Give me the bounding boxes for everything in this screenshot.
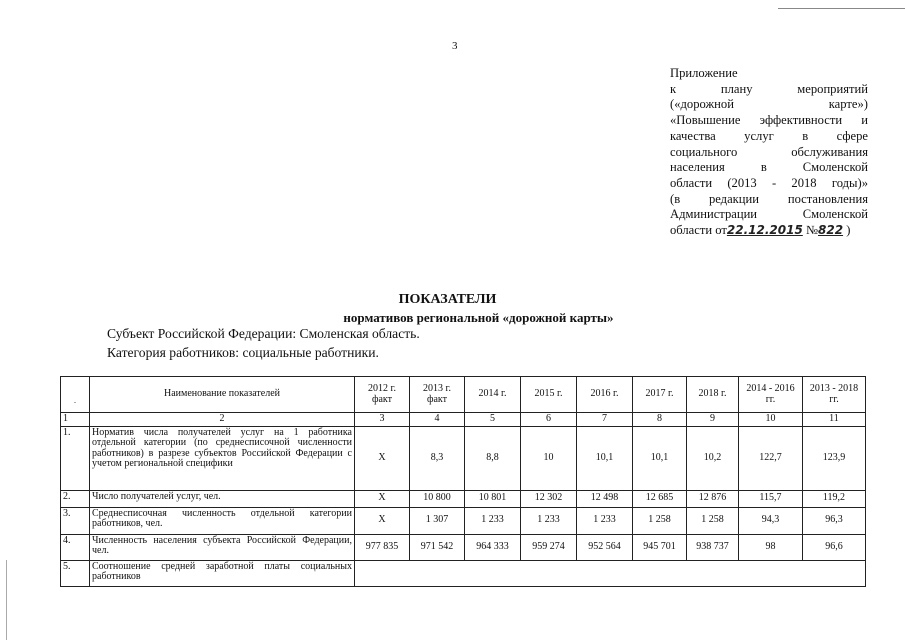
value-cell: 1 233 — [465, 507, 521, 534]
document-subtitle: нормативов региональной «дорожной карты» — [343, 310, 614, 325]
value-cell: 971 542 — [410, 534, 465, 560]
indicator-name: Среднесписочная численность отдельной категории работников, чел. — [90, 507, 355, 534]
category-line: Категория работников: социальные работники. — [107, 345, 379, 360]
row-number: 3. — [61, 507, 90, 534]
subject-line: Субъект Российской Федерации: Смоленская область. — [107, 326, 420, 341]
table-header-row — [61, 377, 866, 413]
column-number-cell: 4 — [410, 413, 465, 427]
indicators-table — [60, 376, 866, 587]
header-cell: 2018 г. — [687, 377, 739, 413]
column-number-cell: 11 — [803, 413, 866, 427]
value-cell: 8,3 — [410, 426, 465, 490]
value-cell: 12 876 — [687, 490, 739, 507]
header-cell: 2013 г. факт — [410, 377, 465, 413]
table-row — [61, 534, 866, 560]
value-cell: 938 737 — [687, 534, 739, 560]
value-cell: 1 258 — [687, 507, 739, 534]
value-cell: 122,7 — [739, 426, 803, 490]
value-cell: 8,8 — [465, 426, 521, 490]
appendix-line: Приложение — [670, 66, 738, 80]
value-cell: 12 685 — [633, 490, 687, 507]
row-number: 1. — [61, 426, 90, 490]
indicator-name: Число получателей услуг, чел. — [90, 490, 355, 507]
document-title: ПОКАЗАТЕЛИ — [398, 292, 497, 307]
appendix-block — [670, 66, 868, 239]
merged-empty-cell — [355, 560, 866, 586]
value-cell: Х — [355, 507, 410, 534]
header-cell: 2014 г. — [465, 377, 521, 413]
column-number-cell: 10 — [739, 413, 803, 427]
value-cell: 1 307 — [410, 507, 465, 534]
header-cell: 2013 - 2018 гг. — [803, 377, 866, 413]
header-cell — [61, 377, 90, 413]
value-cell: 10 801 — [465, 490, 521, 507]
value-cell: 945 701 — [633, 534, 687, 560]
value-cell: 115,7 — [739, 490, 803, 507]
column-number-cell: 2 — [90, 413, 355, 427]
appendix-line: населения в Смоленской — [670, 160, 868, 175]
appendix-date-prefix: области от — [670, 223, 727, 238]
row-number: 5. — [61, 560, 90, 586]
column-number-cell: 9 — [687, 413, 739, 427]
table-row — [61, 560, 866, 586]
column-number-cell: 6 — [521, 413, 577, 427]
column-number-cell: 1 — [61, 413, 90, 427]
header-cell: 2016 г. — [577, 377, 633, 413]
indicator-name: Соотношение средней заработной платы социальных работников — [90, 560, 355, 586]
value-cell: 1 233 — [577, 507, 633, 534]
column-number-cell: 5 — [465, 413, 521, 427]
appendix-date-line — [670, 223, 868, 239]
column-number-row — [61, 413, 866, 427]
value-cell: 10 — [521, 426, 577, 490]
value-cell: 12 498 — [577, 490, 633, 507]
scan-edge-top — [778, 8, 905, 9]
appendix-line: Администрации Смоленской — [670, 207, 868, 222]
header-cell: Наименование показателей — [90, 377, 355, 413]
value-cell: 10,1 — [633, 426, 687, 490]
value-cell: 10,1 — [577, 426, 633, 490]
header-mark: . — [74, 396, 76, 406]
column-number-cell: 8 — [633, 413, 687, 427]
value-cell: 952 564 — [577, 534, 633, 560]
value-cell: 94,3 — [739, 507, 803, 534]
scan-edge-left — [6, 560, 7, 640]
table-row — [61, 507, 866, 534]
handwritten-number: 822 — [818, 223, 844, 238]
closing-paren: ) — [846, 223, 851, 238]
value-cell: 96,6 — [803, 534, 866, 560]
appendix-line: «Повышение эффективности и — [670, 113, 868, 128]
table-row — [61, 490, 866, 507]
appendix-line: социального обслуживания — [670, 144, 868, 159]
page-number: 3 — [452, 40, 458, 52]
value-cell: 959 274 — [521, 534, 577, 560]
number-sign: № — [805, 223, 818, 238]
value-cell: 1 258 — [633, 507, 687, 534]
appendix-line: (в редакции постановления — [670, 191, 868, 206]
header-cell: 2015 г. — [521, 377, 577, 413]
value-cell: 964 333 — [465, 534, 521, 560]
column-number-cell: 7 — [577, 413, 633, 427]
header-cell: 2017 г. — [633, 377, 687, 413]
handwritten-date: 22.12.2015 — [726, 223, 803, 238]
table-row — [61, 426, 866, 490]
appendix-line: качества услуг в сфере — [670, 128, 868, 143]
appendix-line: («дорожной карте») — [670, 97, 868, 112]
value-cell: 10 800 — [410, 490, 465, 507]
column-number-cell: 3 — [355, 413, 410, 427]
value-cell: 10,2 — [687, 426, 739, 490]
indicator-name: Численность населения субъекта Российской Федерации, чел. — [90, 534, 355, 560]
value-cell: Х — [355, 490, 410, 507]
value-cell: 123,9 — [803, 426, 866, 490]
value-cell: Х — [355, 426, 410, 490]
appendix-line: области (2013 - 2018 годы)» — [670, 175, 868, 190]
indicator-name: Норматив числа получателей услуг на 1 работника отдельной категории (по среднесписочной численности работников) в разрезе субъектов Российской Федерации с учетом региональной специфики — [90, 426, 355, 490]
value-cell: 1 233 — [521, 507, 577, 534]
value-cell: 98 — [739, 534, 803, 560]
header-cell: 2012 г. факт — [355, 377, 410, 413]
value-cell: 12 302 — [521, 490, 577, 507]
value-cell: 977 835 — [355, 534, 410, 560]
appendix-line: к плану мероприятий — [670, 81, 868, 96]
row-number: 2. — [61, 490, 90, 507]
value-cell: 119,2 — [803, 490, 866, 507]
value-cell: 96,3 — [803, 507, 866, 534]
row-number: 4. — [61, 534, 90, 560]
header-cell: 2014 - 2016 гг. — [739, 377, 803, 413]
